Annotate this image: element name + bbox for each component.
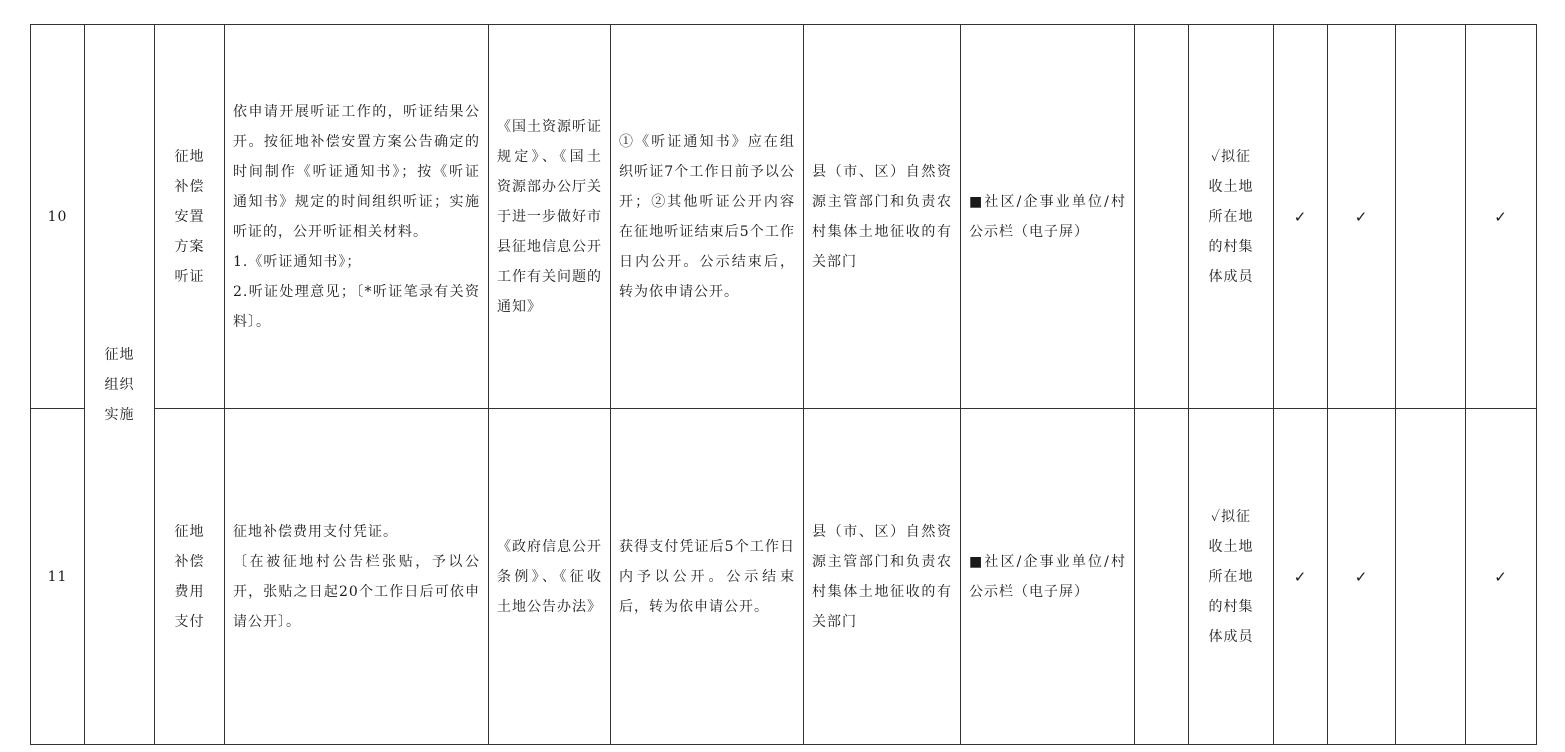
item-line: 补偿 [174, 553, 205, 570]
item-cell [155, 25, 225, 409]
item-line: 安置 [174, 208, 205, 225]
subject-cell: 县（市、区）自然资源主管部门和负责农村集体土地征收的有关部门 [804, 409, 961, 745]
check-mark-icon: ✓ [1466, 25, 1537, 409]
object-line: 的村集 [1208, 238, 1254, 255]
empty-check-cell [1396, 25, 1466, 409]
basis-cell: 《政府信息公开条例》、《征收土地公告办法》 [489, 409, 611, 745]
check-mark-icon: ✓ [1466, 409, 1537, 745]
item-line: 征地 [174, 523, 205, 540]
subject-cell: 县（市、区）自然资源主管部门和负责农村集体土地征收的有关部门 [804, 25, 961, 409]
category-line: 实施 [104, 406, 135, 423]
basis-cell: 《国土资源听证规定》、《国土资源部办公厅关于进一步做好市县征地信息公开工作有关问题的通知》 [489, 25, 611, 409]
content-paragraph: 〔在被征地村公告栏张贴，予以公开，张贴之日起20个工作日后可依申请公开〕。 [233, 553, 480, 630]
object-line: 体成员 [1208, 268, 1254, 285]
item-line: 方案 [174, 238, 205, 255]
extra-cell [1135, 25, 1189, 409]
category-line: 征地 [104, 346, 135, 363]
content-paragraph: 1.《听证通知书》； [233, 253, 362, 270]
item-line: 费用 [174, 583, 205, 600]
timing-cell: 获得支付凭证后5个工作日内予以公开。公示结束后，转为依申请公开。 [611, 409, 804, 745]
object-line: 收土地 [1208, 178, 1254, 195]
content-cell [225, 409, 489, 745]
channel-cell: ■社区/企事业单位/村公示栏（电子屏） [961, 409, 1135, 745]
object-line: 收土地 [1208, 538, 1254, 555]
check-mark-icon: ✓ [1328, 25, 1396, 409]
item-line: 听证 [174, 268, 205, 285]
table-row [31, 409, 1537, 745]
object-cell [1189, 25, 1274, 409]
check-mark-icon: ✓ [1328, 409, 1396, 745]
row-number: 10 [31, 25, 85, 409]
object-cell [1189, 409, 1274, 745]
extra-cell [1135, 409, 1189, 745]
row-number: 11 [31, 409, 85, 745]
object-line: 的村集 [1208, 598, 1254, 615]
channel-cell: ■社区/企事业单位/村公示栏（电子屏） [961, 25, 1135, 409]
empty-check-cell [1396, 409, 1466, 745]
category-line: 组织 [104, 376, 135, 393]
object-line: ✓拟征 [1210, 508, 1252, 525]
item-cell [155, 409, 225, 745]
timing-cell: ①《听证通知书》应在组织听证7个工作日前予以公开；②其他听证公开内容在征地听证结束后5个工作日内公开。公示结束后，转为依申请公开。 [611, 25, 804, 409]
content-cell [225, 25, 489, 409]
object-line: 体成员 [1208, 628, 1254, 645]
disclosure-table [30, 24, 1537, 745]
content-paragraph: 征地补偿费用支付凭证。 [233, 523, 398, 540]
document-page [30, 24, 1537, 745]
item-line: 支付 [174, 613, 205, 630]
object-line: 所在地 [1208, 568, 1254, 585]
item-line: 征地 [174, 148, 205, 165]
item-line: 补偿 [174, 178, 205, 195]
category-cell [85, 25, 155, 745]
content-paragraph: 依申请开展听证工作的，听证结果公开。按征地补偿安置方案公告确定的时间制作《听证通知书》；按《听证通知书》规定的时间组织听证；实施听证的，公开听证相关材料。 [233, 103, 480, 240]
object-line: 所在地 [1208, 208, 1254, 225]
check-mark-icon: ✓ [1274, 25, 1328, 409]
check-mark-icon: ✓ [1274, 409, 1328, 745]
content-paragraph: 2.听证处理意见；〔*听证笔录有关资料〕。 [233, 283, 480, 330]
table-row [31, 25, 1537, 409]
object-line: ✓拟征 [1210, 148, 1252, 165]
